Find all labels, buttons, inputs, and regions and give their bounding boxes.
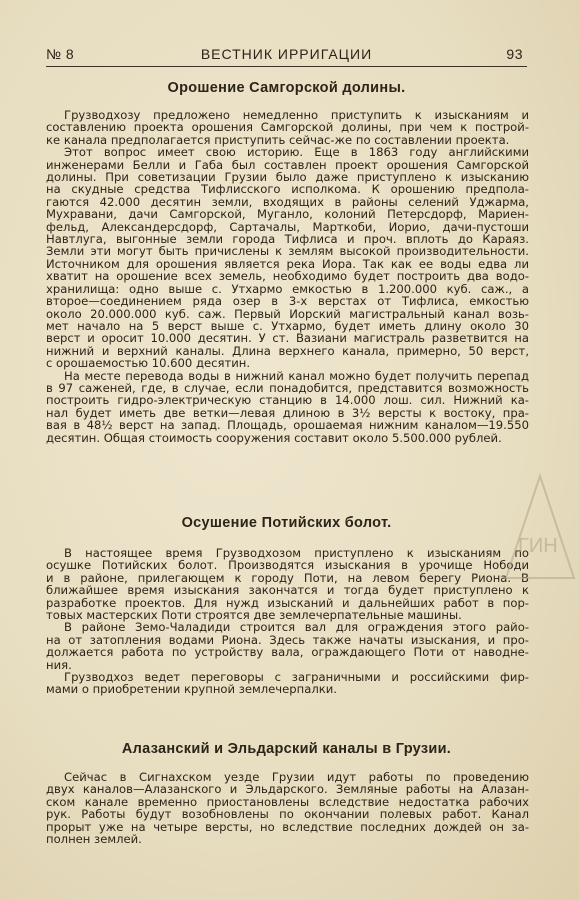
section-title-samgori: Орошение Самгорской долины. [167, 80, 406, 96]
text-line: хватит на орошение всех земель, необходимо будет построить два водо- [46, 269, 529, 284]
text-line: мет начало на 5 верст выше с. Утхармо, будет иметь длину около 30 [46, 318, 529, 333]
text-line: рук. Работы будут возобновлены по окончании полевых работ. Канал [46, 807, 529, 822]
section-title-alazani: Алазанский и Эльдарский каналы в Грузии. [121, 741, 452, 757]
paragraph [46, 671, 529, 696]
text-line: десятин. Общая стоимость сооружения составит около 5.500.000 рублей. [46, 430, 502, 445]
issue-number: № 8 [46, 46, 75, 62]
journal-title: ВЕСТНИК ИРРИГАЦИИ [200, 46, 373, 62]
text-line: В настоящее время Грузводхозом приступлено к изысканиям по [64, 546, 529, 560]
text-line: долины. При советизации Грузии было даже приступлено к изысканию [46, 170, 529, 185]
text-line: Этот вопрос имеет свою историю. Еще в 1863 году английскими [64, 145, 529, 160]
paragraph [46, 547, 529, 621]
text-line: в 97 саженей, где, в случае, если понадобится, представится возможность [46, 380, 529, 395]
page-number: 93 [506, 46, 523, 62]
text-line: Грузводхоз ведет переговоры с заграничными и российскими фир- [64, 670, 529, 685]
text-line: Мухравани, дачи Самгорской, Муганло, колоний Петерсдорф, Мариен- [46, 207, 529, 222]
text-line: Источником для орошения является река Иора. Так как ее воды едва ли [46, 256, 529, 271]
text-line: хранилища: одно выше с. Утхармо емкостью в 1.200.000 куб. саж., а [46, 281, 529, 296]
text-line: На месте перевода воды в нижний канал можно будет получить перепад [64, 368, 529, 383]
paragraph [46, 146, 529, 369]
text-line: с орошаемостью 10.600 десятин. [46, 356, 251, 371]
text-line: должается работа по устройству вала, ограждающего Поти от наводне- [46, 645, 529, 660]
text-line: гаются 42.000 десятин земли, входящих в районы селений Уджарма, [46, 194, 529, 209]
text-line: на от затопления водами Риона. Здесь также начаты изыскания, и про- [46, 632, 529, 647]
text-line: нижний и верхний каналы. Длина верхнего канала, примерно, 50 верст, [46, 343, 529, 358]
section-title-poti: Осушение Потийских болот. [181, 515, 392, 531]
section-body-alazani [46, 771, 529, 845]
text-line: осушке Потийских болот. Производятся изыскания в урочище Нободи [46, 558, 529, 573]
paragraph [46, 621, 529, 671]
text-line: ближайшее время изыскания закончатся и тогда будет приступлено к [46, 583, 529, 598]
text-line: ском канале временно приостановлены вследствие недостатка рабочих [46, 794, 529, 809]
text-line: мами о приобретении крупной землечерпалки. [46, 682, 337, 697]
text-line: на скудные средства Тифлисского исполкома. К орошению предпола- [46, 182, 529, 197]
text-line: двух каналов—Алазанского и Эльдарского. Земляные работы на Алазан- [46, 782, 529, 797]
text-line: Сейчас в Сигнахском уезде Грузии идут работы по проведению [64, 770, 529, 784]
library-stamp [504, 472, 576, 582]
text-line: Земли эти могут быть причислены к землям высокой производительности. [46, 244, 529, 259]
text-line: В районе Земо-Чаладиди строится вал для ограждения этого райо- [64, 620, 529, 635]
text-line: товых мастерских Поти строятся две землечерпательные машины. [46, 608, 462, 623]
paragraph [46, 109, 529, 146]
text-line: верст и оросит 10.000 десятин. У ст. Вазиани магистраль разветвится на [46, 331, 529, 346]
text-line: ния. [46, 657, 72, 672]
text-line: Грузводхозу предложено немедленно приступить к изысканиям и [64, 108, 529, 122]
text-line: нал будет иметь две ветки—левая длиною в 3½ версты к востоку, пра- [46, 405, 529, 420]
text-line: полнен землей. [46, 832, 142, 847]
text-line: построить гидро-электрическую станцию в 14.000 лош. сил. Нижний ка- [46, 393, 529, 408]
text-line: прорыт уже на четыре версты, но вследствие последних дождей он за- [46, 819, 529, 834]
text-line: и в районе, прилегающем к городу Поти, на левом берегу Риона. В [46, 570, 529, 585]
text-line: Навтлуга, выгонные земли города Тифлиса и проч. вплоть до Караяз. [46, 232, 529, 247]
text-line: разработке проектов. Для нужд изысканий и дальнейших работ в пор- [46, 595, 529, 610]
page-header [46, 44, 527, 67]
text-line: составлению проекта орошения Самгорской долины, при чем к построй- [46, 120, 529, 135]
stamp-text: ГИН [518, 535, 558, 557]
text-line: вая в 48½ верст на запад. Площадь, орошаемая нижним каналом—19.550 [46, 418, 529, 433]
section-body-samgori [46, 109, 529, 444]
text-line: ке канала предполагается приступить сейчас-же по составлении проекта. [46, 132, 510, 147]
text-line: инженерами Белли и Габа был составлен проект орошения Самгорской [46, 157, 529, 172]
text-line: фельд, Александерсдорф, Сартачалы, Марткоби, Иорио, дачи-пустоши [46, 219, 529, 234]
paragraph [46, 370, 529, 444]
paragraph [46, 771, 529, 845]
text-line: второе—соединением ряда озер в 3-х верстах от Тифлиса, емкостью [46, 294, 529, 309]
text-line: около 20.000.000 куб. саж. Первый Иорский магистральный канал возь- [46, 306, 529, 321]
section-body-poti [46, 547, 529, 696]
